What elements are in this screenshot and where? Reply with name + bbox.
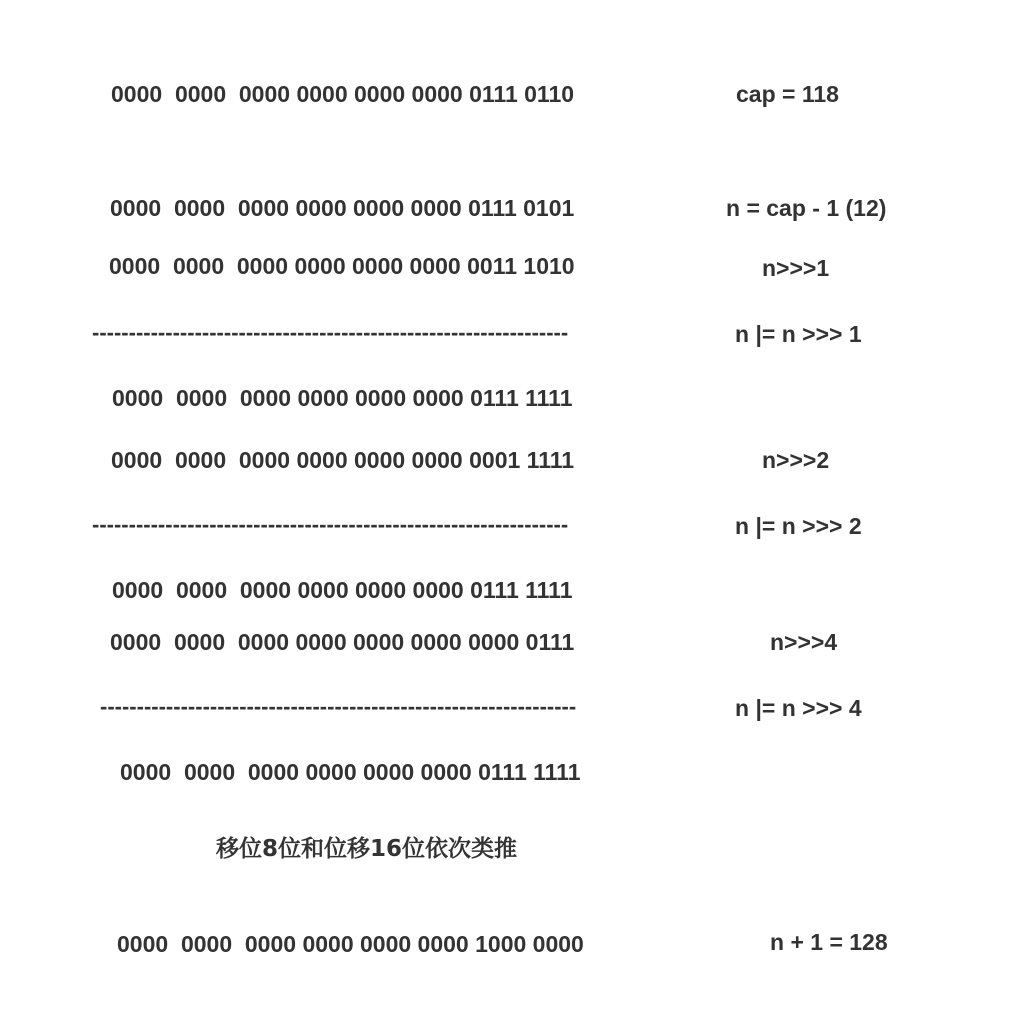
result1-binary: 0000 0000 0000 0000 0000 0000 0111 1111 xyxy=(112,385,573,411)
n-binary: 0000 0000 0000 0000 0000 0000 0111 0101 xyxy=(110,195,575,221)
separator-1: ----------------------------------------------------------------- xyxy=(92,320,569,345)
final-label: n + 1 = 128 xyxy=(770,929,888,955)
cap-binary: 0000 0000 0000 0000 0000 0000 0111 0110 xyxy=(111,81,575,107)
shift2-binary: 0000 0000 0000 0000 0000 0000 0001 1111 xyxy=(111,447,575,473)
or-shift2-label: n |= n >>> 2 xyxy=(735,513,862,539)
shift1-label: n>>>1 xyxy=(762,255,830,281)
or-shift1-label: n |= n >>> 1 xyxy=(735,321,862,347)
shift1-binary: 0000 0000 0000 0000 0000 0000 0011 1010 xyxy=(109,253,575,279)
n-label: n = cap - 1 (12) xyxy=(726,195,887,221)
result4-binary: 0000 0000 0000 0000 0000 0000 0111 1111 xyxy=(120,759,581,785)
shift4-binary: 0000 0000 0000 0000 0000 0000 0000 0111 xyxy=(110,629,575,655)
cap-label: cap = 118 xyxy=(736,81,839,107)
result2-binary: 0000 0000 0000 0000 0000 0000 0111 1111 xyxy=(112,577,573,603)
shift4-label: n>>>4 xyxy=(770,629,838,655)
shift2-label: n>>>2 xyxy=(762,447,830,473)
continuation-note: 移位8位和位移16位依次类推 xyxy=(216,836,518,862)
separator-2: ----------------------------------------------------------------- xyxy=(92,512,569,537)
final-binary: 0000 0000 0000 0000 0000 0000 1000 0000 xyxy=(117,931,584,957)
separator-3: ----------------------------------------------------------------- xyxy=(100,694,577,719)
or-shift4-label: n |= n >>> 4 xyxy=(735,695,862,721)
